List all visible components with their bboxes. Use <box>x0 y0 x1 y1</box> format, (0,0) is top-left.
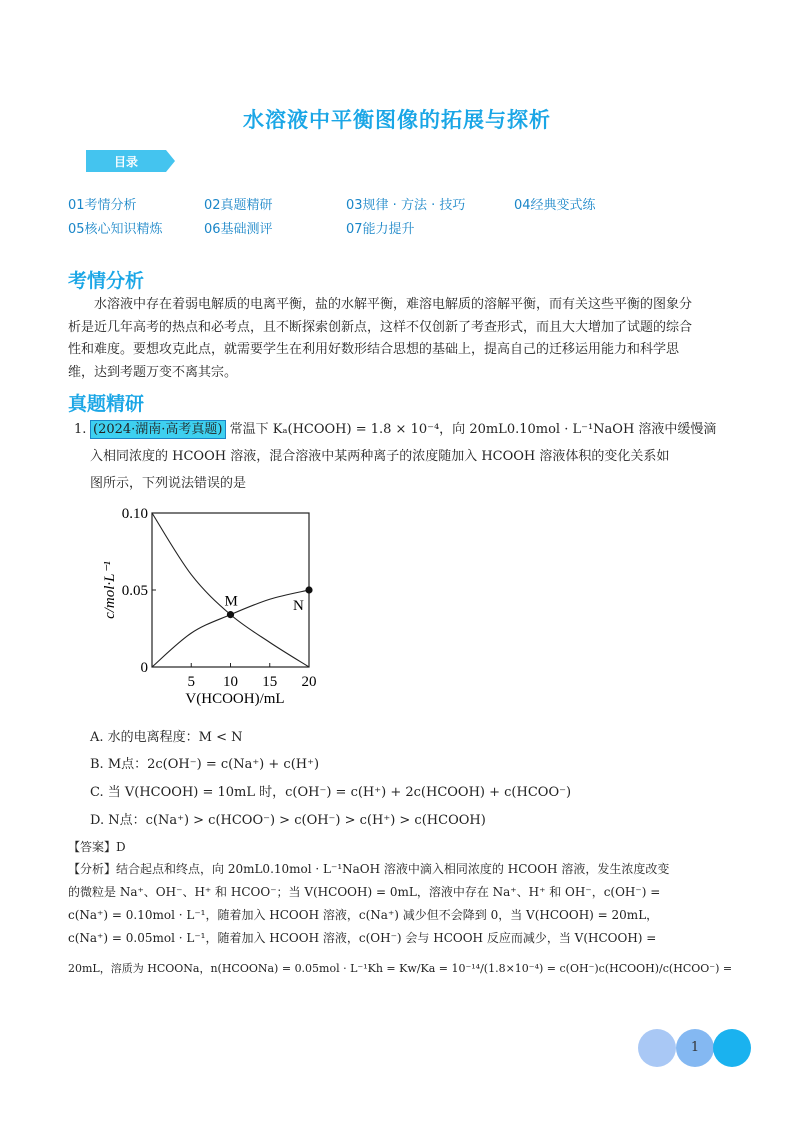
toc-item-1[interactable]: 01考情分析 <box>68 198 137 213</box>
toc-item-6[interactable]: 06基础测评 <box>204 222 273 237</box>
paragraph-line: 性和难度。要想攻克此点，就需要学生在利用好数形结合思想的基础上，提高自己的迁移运用能力和科学思 <box>68 342 680 357</box>
option-c[interactable]: C. 当 V(HCOOH) = 10mL 时，c(OH⁻) = c(H⁺) + 2c(HCOOH) + c(HCOO⁻) <box>90 785 572 800</box>
pager-dot-right <box>713 1029 751 1067</box>
x-tick-label: 5 <box>187 674 195 690</box>
section-heading-real-exam: 真题精研 <box>68 393 145 415</box>
point-label-N: N <box>293 598 304 614</box>
question-line-1 <box>90 420 716 440</box>
page-title: 水溶液中平衡图像的拓展与探析 <box>243 108 551 132</box>
y-tick-label: 0 <box>140 660 148 676</box>
toc-item-4[interactable]: 04经典变式练 <box>514 198 596 213</box>
section-heading-analysis: 考情分析 <box>68 270 145 292</box>
pager-dot-left <box>638 1029 676 1067</box>
option-a[interactable]: A. 水的电离程度：M < N <box>90 730 243 745</box>
point-M <box>227 611 234 618</box>
paragraph-line: 水溶液中存在着弱电解质的电离平衡，盐的水解平衡，难溶电解质的溶解平衡，而有关这些平衡的图象分 <box>94 297 693 312</box>
toc-item-2[interactable]: 02真题精研 <box>204 198 273 213</box>
concentration-chart <box>100 500 330 715</box>
analysis-line-2: 的微粒是 Na⁺、OH⁻、H⁺ 和 HCOO⁻；当 V(HCOOH) = 0mL，溶液中存在 Na⁺、H⁺ 和 OH⁻，c(OH⁻) = <box>68 885 661 899</box>
x-tick-label: 20 <box>301 674 317 690</box>
x-tick-label: 15 <box>262 674 278 690</box>
page-number: 1 <box>676 1029 714 1067</box>
analysis-line-3: c(Na⁺) = 0.10mol · L⁻¹，随着加入 HCOOH 溶液，c(Na⁺) 减少但不会降到 0，当 V(HCOOH) = 20mL， <box>68 908 659 922</box>
y-tick-label: 0.10 <box>121 506 148 522</box>
option-d[interactable]: D. N点：c(Na⁺) > c(HCOO⁻) > c(OH⁻) > c(H⁺) > c(HCOOH) <box>90 813 486 828</box>
question-line-3: 图所示，下列说法错误的是 <box>90 476 247 491</box>
question-text: 常温下 Kₐ(HCOOH) = 1.8 × 10⁻⁴，向 20mL0.10mol · L⁻¹NaOH 溶液中缓慢滴 <box>229 422 717 437</box>
series-line-1 <box>152 513 309 667</box>
toc-item-3[interactable]: 03规律 · 方法 · 技巧 <box>346 198 466 213</box>
x-axis-label: V(HCOOH)/mL <box>185 691 285 707</box>
answer-line: 【答案】D <box>68 840 126 854</box>
option-b[interactable]: B. M点：2c(OH⁻) = c(Na⁺) + c(H⁺) <box>90 757 320 772</box>
y-axis-label: c/mol·L⁻¹ <box>102 561 118 619</box>
paragraph-line: 维，达到考题万变不离其宗。 <box>68 364 238 380</box>
toc-item-7[interactable]: 07能力提升 <box>346 222 415 237</box>
analysis-line-4: c(Na⁺) = 0.05mol · L⁻¹，随着加入 HCOOH 溶液，c(OH⁻) 会与 HCOOH 反应而减少，当 V(HCOOH) = <box>68 931 657 945</box>
analysis-line-5: 20mL，溶质为 HCOONa，n(HCOONa) = 0.05mol · L⁻¹Kh = Kw/Ka = 10⁻¹⁴/(1.8×10⁻⁴) = c(OH⁻)c(HCOOH)/c(HCOO⁻) = <box>68 962 733 975</box>
analysis-line-1: 【分析】结合起点和终点，向 20mL0.10mol · L⁻¹NaOH 溶液中滴入相同浓度的 HCOOH 溶液，发生浓度改变 <box>68 862 670 876</box>
toc-label-tab <box>86 150 174 172</box>
question-source-tag: (2024·湖南·高考真题) <box>90 420 226 439</box>
point-N <box>305 586 312 593</box>
chart-frame <box>152 513 309 667</box>
question-line-2: 入相同浓度的 HCOOH 溶液，混合溶液中某两种离子的浓度随加入 HCOOH 溶液体积的变化关系如 <box>90 449 670 464</box>
toc-item-5[interactable]: 05核心知识精炼 <box>68 222 163 237</box>
toc-label: 目录 <box>113 155 138 169</box>
point-label-M: M <box>224 593 238 610</box>
y-tick-label: 0.05 <box>121 583 148 599</box>
x-tick-label: 10 <box>223 674 238 690</box>
question-number: 1. <box>74 422 87 437</box>
paragraph-line: 析是近几年高考的热点和必考点，且不断探索创新点，这样不仅创新了考查形式，而且大大增加了试题的综合 <box>68 319 693 335</box>
analysis-paragraph <box>68 294 728 384</box>
